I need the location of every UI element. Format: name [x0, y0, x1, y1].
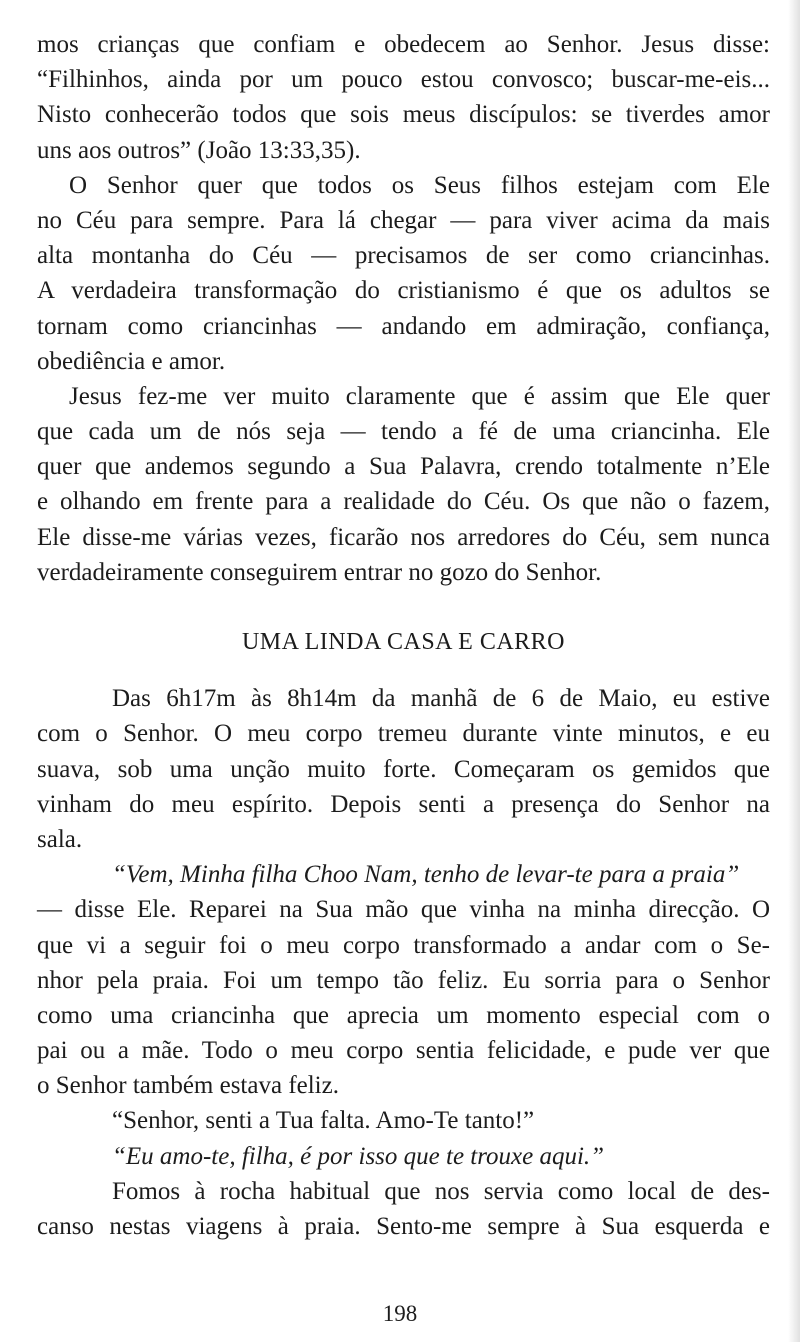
- page-number: 198: [382, 1301, 418, 1326]
- text-line: vinham do meu espírito. Depois senti a presença do Senhor na: [37, 790, 770, 818]
- text-line: “Senhor, senti a Tua falta. Amo-Te tanto!”: [112, 1107, 535, 1135]
- text-line: o Senhor também estava feliz.: [37, 1072, 339, 1100]
- text-line: “Filhinhos, ainda por um pouco estou convosco; buscar-me-eis...: [37, 66, 770, 94]
- text-line: tornam como criancinhas — andando em admiração, confiança,: [37, 312, 770, 340]
- text-line: nhor pela praia. Foi um tempo tão feliz. Eu sorria para o Senhor: [37, 966, 770, 994]
- text-line: com o Senhor. O meu corpo tremeu durante vinte minutos, e eu: [37, 720, 770, 748]
- text-line: que cada um de nós seja — tendo a fé de uma criancinha. Ele: [37, 418, 770, 446]
- text-line: alta montanha do Céu — precisamos de ser como criancinhas.: [37, 242, 770, 270]
- text-line: uns aos outros” (João 13:33,35).: [37, 136, 361, 164]
- text-line: e olhando em frente para a realidade do Céu. Os que não o fazem,: [37, 488, 770, 516]
- text-line: quer que andemos segundo a Sua Palavra, crendo totalmente n’Ele: [37, 453, 770, 481]
- section-heading: UMA LINDA CASA E CARRO: [241, 629, 566, 655]
- text-line: mos crianças que confiam e obedecem ao Senhor. Jesus disse:: [37, 31, 770, 58]
- text-line: que vi a seguir foi o meu corpo transformado a andar com o Se-: [37, 931, 770, 959]
- text-line: — disse Ele. Reparei na Sua mão que vinha na minha direcção. O: [37, 896, 770, 924]
- text-line: O Senhor quer que todos os Seus filhos estejam com Ele: [69, 171, 770, 199]
- text-line: “Eu amo-te, filha, é por isso que te trouxe aqui.”: [112, 1142, 605, 1170]
- text-line: Ele disse-me várias vezes, ficarão nos arredores do Céu, sem nunca: [37, 523, 770, 551]
- page-edge-shadow: [788, 0, 800, 1342]
- text-line: sala.: [37, 825, 83, 853]
- text-line: Jesus fez-me ver muito claramente que é assim que Ele quer: [69, 382, 770, 410]
- text-line: canso nestas viagens à praia. Sento-me sempre à Sua esquerda e: [37, 1213, 770, 1240]
- text-line: no Céu para sempre. Para lá chegar — para viver acima da mais: [37, 206, 770, 234]
- text-line: Das 6h17m às 8h14m da manhã de 6 de Maio, eu estive: [112, 685, 770, 713]
- text-line: Nisto conhecerão todos que sois meus discípulos: se tiverdes amor: [37, 101, 770, 129]
- text-line: como uma criancinha que aprecia um momento especial com o: [37, 1001, 770, 1029]
- text-line: obediência e amor.: [37, 347, 226, 375]
- text-line: verdadeiramente conseguirem entrar no gozo do Senhor.: [37, 558, 602, 586]
- text-line: A verdadeira transformação do cristianismo é que os adultos se: [37, 277, 770, 305]
- text-line: Fomos à rocha habitual que nos servia como local de des-: [112, 1177, 770, 1205]
- page-body: [37, 27, 770, 1244]
- text-line: “Vem, Minha filha Choo Nam, tenho de levar-te para a praia”: [112, 861, 740, 889]
- text-line: suava, sob uma unção muito forte. Começaram os gemidos que: [37, 755, 770, 783]
- text-line: pai ou a mãe. Todo o meu corpo sentia felicidade, e pude ver que: [37, 1037, 770, 1065]
